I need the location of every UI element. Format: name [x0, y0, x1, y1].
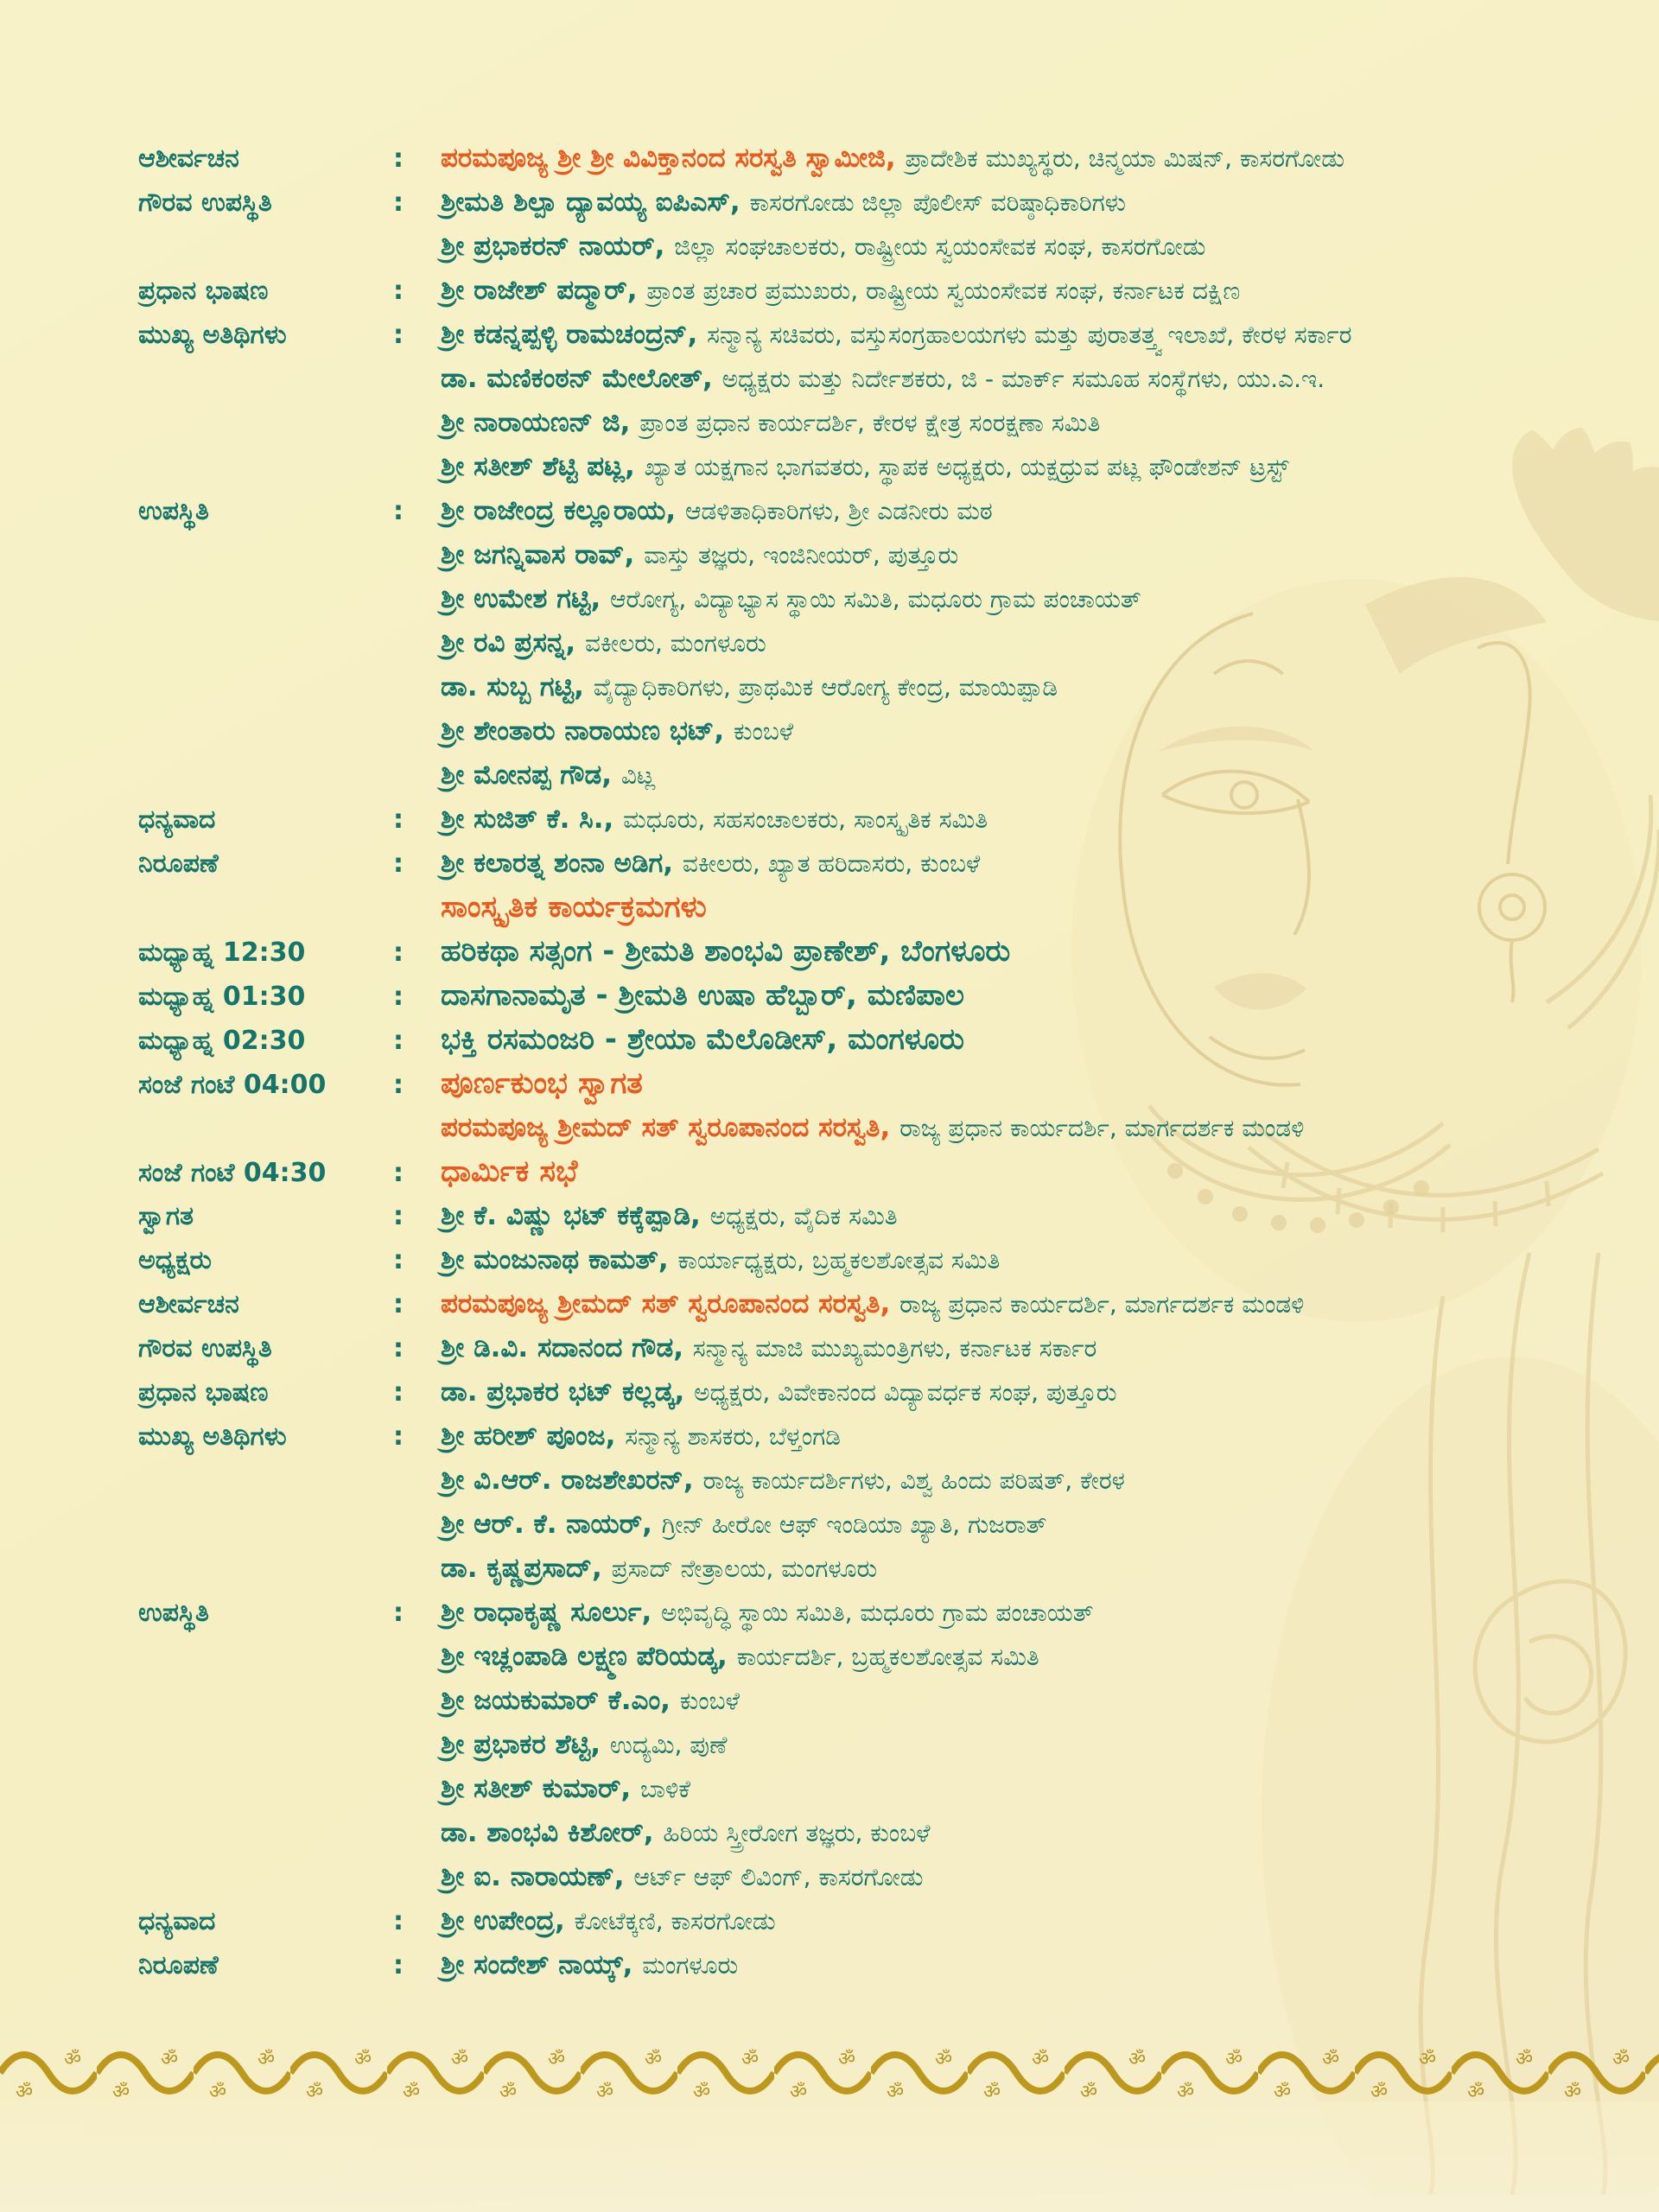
text-segment-desc: ವಿಟ್ಲ [620, 761, 656, 790]
text-segment-name: ಶ್ರೀ ಶೇಂತಾರು ನಾರಾಯಣ ಭಟ್, [441, 715, 734, 747]
row-content [441, 143, 1344, 174]
program-row [138, 930, 1659, 974]
text-segment-desc: ಅಧ್ಯಕ್ಷರು, ವೈದಿಕ ಸಮಿತಿ [709, 1202, 898, 1230]
text-segment-name: ಶ್ರೀ ಸತೀಶ್ ಕುಮಾರ್, [441, 1773, 640, 1804]
text-segment-name: ಶ್ರೀ ನಾರಾಯಣನ್ ಜಿ, [441, 407, 640, 438]
text-segment-name: ಶ್ರೀ ಕೆ. ವಿಷ್ಣು ಭಟ್ ಕಕ್ಕೆಪ್ಪಾಡಿ, [441, 1200, 710, 1231]
text-segment-name: ಶ್ರೀ ರಾಜೇಶ್ ಪದ್ಮಾರ್, [441, 275, 647, 306]
row-label: ಉಪಸ್ಥಿತಿ [138, 496, 209, 526]
program-row [138, 137, 1659, 181]
text-segment-desc: ಅಭಿವೃದ್ಧಿ ಸ್ಥಾಯಿ ಸಮಿತಿ, ಮಧೂರು ಗ್ರಾಮ ಪಂಚಾಯತ್ [661, 1599, 1094, 1627]
text-segment-desc: ಆರ್ಟ್ ಆಫ್ ಲಿವಿಂಗ್, ಕಾಸರಗೋಡು [633, 1863, 924, 1891]
program-row [138, 269, 1659, 313]
om-wave-border [0, 2044, 1659, 2101]
program-row [138, 313, 1659, 357]
program-row [138, 533, 1659, 577]
text-segment-desc: ಮಂಗಳೂರು [642, 1951, 739, 1980]
row-label: ಮುಖ್ಯ ಅತಿಥಿಗಳು [138, 320, 287, 350]
row-content [441, 1729, 728, 1760]
row-label: ಪ್ರಧಾನ ಭಾಷಣ [138, 1377, 269, 1408]
program-row [138, 1635, 1659, 1679]
text-segment-desc: ಪ್ರಾದೇಶಿಕ ಮುಖ್ಯಸ್ಥರು, ಚಿನ್ಮಯಾ ಮಿಷನ್, ಕಾಸರಗೋಡು [905, 144, 1344, 173]
row-content [441, 1066, 643, 1101]
text-segment-desc: ಖ್ಯಾತ ಯಕ್ಷಗಾನ ಭಾಗವತರು, ಸ್ಥಾಪಕ ಅಧ್ಯಕ್ಷರು, ಯಕ್ಷಧ್ರುವ ಪಟ್ಲ ಫೌಂಡೇಶನ್ ಟ್ರಸ್ಟ್ [644, 453, 1289, 481]
text-segment-desc: ಬಾಳಿಕೆ [639, 1775, 690, 1803]
colon-separator: : [393, 276, 404, 306]
program-row [138, 1414, 1659, 1459]
colon-separator: : [393, 1598, 404, 1628]
row-content [441, 1553, 878, 1584]
text-segment-name: ಡಾ. ಸುಬ್ಬ ಗಟ್ಟಿ, [441, 671, 594, 702]
text-segment-desc: ವಾಸ್ತು ತಜ್ಞರು, ಇಂಜಿನೀಯರ್, ಪುತ್ತೂರು [644, 541, 959, 569]
row-label: ಗೌರವ ಉಪಸ್ಥಿತಿ [138, 1333, 272, 1363]
row-content [441, 539, 959, 570]
row-content [441, 890, 707, 925]
text-segment-name: ಶ್ರೀ ಸುಜಿತ್ ಕೆ. ಸಿ., [441, 804, 624, 835]
colon-separator: : [393, 938, 404, 968]
text-segment-orange: ಪರಮಪೂಜ್ಯ ಶ್ರೀಮದ್ ಸತ್ ಸ್ವರೂಪಾನಂದ ಸರಸ್ವತಿ, [441, 1112, 900, 1143]
row-label: ಆಶೀರ್ವಚನ [138, 143, 239, 174]
row-content [441, 627, 766, 658]
section-heading [138, 886, 1659, 930]
text-segment-name: ಶ್ರೀ ರವಿ ಪ್ರಸನ್ನ, [441, 627, 585, 658]
program-row [138, 753, 1659, 798]
program-row [138, 1106, 1659, 1150]
program-row [138, 489, 1659, 533]
row-label: ಆಶೀರ್ವಚನ [138, 1289, 239, 1319]
program-row [138, 1150, 1659, 1194]
text-segment-bigOrange: ಪೂರ್ಣಕುಂಭ ಸ್ವಾಗತ [441, 1066, 643, 1101]
text-segment-desc: ಪ್ರಾಂತ ಪ್ರಧಾನ ಕಾರ್ಯದರ್ಶಿ, ಕೇರಳ ಕ್ಷೇತ್ರ ಸಂರಕ್ಷಣಾ ಸಮಿತಿ [639, 409, 1101, 437]
program-row [138, 181, 1659, 225]
colon-separator: : [393, 1158, 404, 1188]
row-content [441, 1332, 1097, 1363]
program-row [138, 1459, 1659, 1503]
text-segment-name: ಶ್ರೀ ಜಯಕುಮಾರ್ ಕೆ.ಎಂ, [441, 1685, 680, 1716]
text-segment-desc: ಕಾರ್ಯಾಧ್ಯಕ್ಷರು, ಬ್ರಹ್ಮಕಲಶೋತ್ಸವ ಸಮಿತಿ [677, 1246, 1001, 1274]
text-segment-big: ಭಕ್ತಿ ರಸಮಂಜರಿ - ಶ್ರೇಯಾ ಮೆಲೊಡೀಸ್, ಮಂಗಳೂರು [441, 1022, 964, 1057]
row-content [441, 1949, 739, 1980]
program-row [138, 1767, 1659, 1811]
program-row [138, 621, 1659, 665]
row-content [441, 231, 1206, 262]
colon-separator: : [393, 1906, 404, 1936]
text-segment-name: ಶ್ರೀ ಪ್ರಭಾಕರನ್ ನಾಯರ್, [441, 231, 675, 262]
program-row [138, 357, 1659, 401]
row-content [441, 275, 1241, 306]
text-segment-name: ಶ್ರೀ ಕಡನ್ನಪ್ಪಳ್ಳಿ ರಾಮಚಂದ್ರನ್, [441, 319, 708, 350]
text-segment-desc: ಪ್ರಾಂತ ಪ್ರಚಾರ ಪ್ರಮುಖರು, ರಾಷ್ಟ್ರೀಯ ಸ್ವಯಂಸೇವಕ ಸಂಘ, ಕರ್ನಾಟಕ ದಕ್ಷಿಣ [646, 276, 1241, 305]
row-label: ಗೌರವ ಉಪಸ್ಥಿತಿ [138, 188, 272, 218]
colon-separator: : [393, 1333, 404, 1363]
colon-separator: : [393, 849, 404, 879]
text-segment-desc: ಕೋಟೆಕ್ಕಣಿ, ಕಾಸರಗೋಡು [574, 1907, 776, 1936]
text-segment-name: ಶ್ರೀ ಮಂಜುನಾಥ ಕಾಮತ್, [441, 1244, 678, 1275]
text-segment-desc: ಅಧ್ಯಕ್ಷರು, ವಿವೇಕಾನಂದ ವಿದ್ಯಾವರ್ಧಕ ಸಂಘ, ಪುತ್ತೂರು [694, 1378, 1117, 1407]
program-row [138, 445, 1659, 489]
program-row [138, 1370, 1659, 1414]
text-segment-name: ಶ್ರೀ ಇಚ್ಲಂಪಾಡಿ ಲಕ್ಷ್ಮಣ ಪೆರಿಯಡ್ಕ, [441, 1641, 737, 1672]
colon-separator: : [393, 496, 404, 526]
row-content [441, 407, 1101, 438]
row-label: ಉಪಸ್ಥಿತಿ [138, 1598, 209, 1628]
row-label: ಅಧ್ಯಕ್ಷರು [138, 1245, 212, 1275]
text-segment-desc: ಸನ್ಮಾನ್ಯ ಮಾಜಿ ಮುಖ್ಯಮಂತ್ರಿಗಳು, ಕರ್ನಾಟಕ ಸರ್ಕಾರ [692, 1334, 1097, 1363]
program-row [138, 1018, 1659, 1062]
program-row [138, 1062, 1659, 1106]
colon-separator: : [393, 320, 404, 350]
text-segment-big: ದಾಸಗಾನಾಮೃತ - ಶ್ರೀಮತಿ ಉಷಾ ಹೆಬ್ಬಾರ್, ಮಣಿಪಾಲ [441, 978, 965, 1013]
row-content [441, 1641, 1039, 1672]
colon-separator: : [393, 804, 404, 835]
row-content [441, 848, 981, 879]
text-segment-desc: ಹಿರಿಯ ಸ್ತ್ರೀರೋಗ ತಜ್ಞರು, ಕುಂಬಳೆ [663, 1819, 931, 1847]
text-segment-name: ಡಾ. ಪ್ರಭಾಕರ ಭಟ್ ಕಲ್ಲಡ್ಕ, [441, 1376, 695, 1408]
row-label: ಮಧ್ಯಾಹ್ನ 02:30 [138, 1026, 306, 1056]
text-segment-name: ಶ್ರೀ ಐ. ನಾರಾಯಣ್, [441, 1861, 634, 1892]
colon-separator: : [393, 188, 404, 218]
text-segment-desc: ಆರೋಗ್ಯ, ವಿದ್ಯಾಭ್ಯಾಸ ಸ್ಥಾಯಿ ಸಮಿತಿ, ಮಧೂರು ಗ್ರಾಮ ಪಂಚಾಯತ್ [610, 585, 1141, 613]
text-segment-desc: ಜಿಲ್ಲಾ ಸಂಘಚಾಲಕರು, ರಾಷ್ಟ್ರೀಯ ಸ್ವಯಂಸೇವಕ ಸಂಘ, ಕಾಸರಗೋಡು [674, 232, 1206, 261]
program-row [138, 1855, 1659, 1899]
row-content [441, 363, 1325, 394]
colon-separator: : [393, 1950, 404, 1980]
row-label: ಪ್ರಧಾನ ಭಾಷಣ [138, 276, 269, 306]
text-segment-name: ಶ್ರೀ ರಾಧಾಕೃಷ್ಣ ಸೂರ್ಲು, [441, 1597, 662, 1628]
row-content [441, 495, 993, 526]
colon-separator: : [393, 1421, 404, 1452]
colon-separator: : [393, 1245, 404, 1275]
program-row [138, 1899, 1659, 1943]
program-row [138, 798, 1659, 842]
program-row [138, 1282, 1659, 1326]
text-segment-name: ಡಾ. ಶಾಂಭವಿ ಕಿಶೋರ್, [441, 1817, 664, 1848]
row-content [441, 671, 1058, 702]
program-row [138, 709, 1659, 753]
text-segment-name: ಶ್ರೀ ಹರೀಶ್ ಪೂಂಜ, [441, 1421, 626, 1452]
program-row [138, 577, 1659, 621]
row-label: ಸಂಜೆ ಗಂಟೆ 04:30 [138, 1158, 327, 1188]
text-segment-desc: ಸನ್ಮಾನ್ಯ ಶಾಸಕರು, ಬೆಳ್ತಂಗಡಿ [625, 1422, 841, 1451]
program-row [138, 1194, 1659, 1238]
text-segment-name: ಶ್ರೀ ಜಗನ್ನಿವಾಸ ರಾವ್, [441, 539, 645, 570]
colon-separator: : [393, 982, 404, 1012]
row-content [441, 1200, 898, 1231]
program-row [138, 842, 1659, 886]
row-label: ಸ್ವಾಗತ [138, 1201, 194, 1231]
program-row [138, 1547, 1659, 1591]
text-segment-desc: ಉದ್ಯಮಿ, ಪುಣೆ [609, 1731, 728, 1759]
row-content [441, 804, 988, 835]
row-content [441, 319, 1352, 350]
colon-separator: : [393, 1026, 404, 1056]
text-segment-name: ಡಾ. ಮಣಿಕಂಠನ್ ಮೇಲೋತ್, [441, 363, 722, 394]
row-label: ಧನ್ಯವಾದ [138, 804, 216, 835]
row-content [441, 1154, 578, 1189]
colon-separator: : [393, 1377, 404, 1408]
program-row [138, 974, 1659, 1018]
text-segment-desc: ಗ್ರೀನ್ ಹೀರೋ ಆಫ್ ಇಂಡಿಯಾ ಖ್ಯಾತಿ, ಗುಜರಾತ್ [661, 1510, 1047, 1539]
colon-separator: : [393, 1070, 404, 1100]
text-segment-desc: ಕಾರ್ಯದರ್ಶಿ, ಬ್ರಹ್ಮಕಲಶೋತ್ಸವ ಸಮಿತಿ [736, 1643, 1039, 1671]
text-segment-name: ಶ್ರೀ ಆರ್. ಕೆ. ನಾಯರ್, [441, 1509, 662, 1540]
row-content [441, 451, 1289, 482]
row-content [441, 1817, 931, 1848]
text-segment-desc: ವಕೀಲರು, ಮಂಗಳೂರು [584, 629, 766, 658]
bottom-paper-band [0, 2101, 1659, 2212]
program-list [138, 137, 1659, 1987]
row-label: ಸಂಜೆ ಗಂಟೆ 04:00 [138, 1070, 327, 1100]
row-content [441, 583, 1141, 614]
program-row [138, 1811, 1659, 1855]
row-content [441, 1465, 1125, 1496]
text-segment-name: ಶ್ರೀ ಡಿ.ವಿ. ಸದಾನಂದ ಗೌಡ, [441, 1332, 693, 1363]
row-content [441, 1244, 1001, 1275]
text-segment-desc: ಮಧೂರು, ಸಹಸಂಚಾಲಕರು, ಸಾಂಸ್ಕೃತಿಕ ಸಮಿತಿ [623, 805, 988, 834]
row-content [441, 978, 965, 1013]
program-row [138, 1503, 1659, 1547]
row-label: ಮಧ್ಯಾಹ್ನ 12:30 [138, 938, 306, 968]
row-content [441, 1905, 776, 1936]
row-content [441, 1112, 1305, 1143]
text-segment-name: ಶ್ರೀ ಉಮೇಶ ಗಟ್ಟಿ, [441, 583, 611, 614]
text-segment-desc: ರಾಜ್ಯ ಪ್ರಧಾನ ಕಾರ್ಯದರ್ಶಿ, ಮಾರ್ಗದರ್ಶಕ ಮಂಡಳಿ [899, 1290, 1305, 1319]
row-label: ಧನ್ಯವಾದ [138, 1906, 216, 1936]
text-segment-desc: ಕಾಸರಗೋಡು ಜಿಲ್ಲಾ ಪೊಲೀಸ್ ವರಿಷ್ಠಾಧಿಕಾರಿಗಳು [749, 188, 1126, 217]
text-segment-desc: ರಾಜ್ಯ ಪ್ರಧಾನ ಕಾರ್ಯದರ್ಶಿ, ಮಾರ್ಗದರ್ಶಕ ಮಂಡಳಿ [899, 1114, 1305, 1142]
row-content [441, 1421, 841, 1452]
row-content [441, 1773, 690, 1804]
row-content [441, 1022, 964, 1057]
text-segment-desc: ಅಧ್ಯಕ್ಷರು ಮತ್ತು ನಿರ್ದೇಶಕರು, ಜಿ - ಮಾರ್ಕ್ ಸಮೂಹ ಸಂಸ್ಥೆಗಳು, ಯು.ಎ.ಇ. [721, 365, 1325, 393]
row-content [441, 1376, 1117, 1408]
text-segment-desc: ರಾಜ್ಯ ಕಾರ್ಯದರ್ಶಿಗಳು, ವಿಶ್ವ ಹಿಂದು ಪರಿಷತ್, ಕೇರಳ [702, 1466, 1125, 1495]
text-segment-bigOrange: ಧಾರ್ಮಿಕ ಸಭೆ [441, 1154, 578, 1189]
text-segment-name: ಶ್ರೀ ಪ್ರಭಾಕರ ಶೆಟ್ಟಿ, [441, 1729, 610, 1760]
program-row [138, 1723, 1659, 1767]
colon-separator: : [393, 143, 404, 174]
text-segment-big: ಹರಿಕಥಾ ಸತ್ಸಂಗ - ಶ್ರೀಮತಿ ಶಾಂಭವಿ ಪ್ರಾಣೇಶ್, ಬೆಂಗಳೂರು [441, 934, 1011, 969]
text-segment-name: ಶ್ರೀ ಸಂದೇಶ್ ನಾಯ್ಕ್, [441, 1949, 643, 1980]
row-content [441, 934, 1011, 969]
colon-separator: : [393, 1289, 404, 1319]
program-row [138, 1943, 1659, 1987]
text-segment-orange: ಪರಮಪೂಜ್ಯ ಶ್ರೀ ಶ್ರೀ ವಿವಿಕ್ತಾನಂದ ಸರಸ್ವತಿ ಸ್ವಾಮೀಜಿ, [441, 143, 906, 174]
text-segment-heading: ಸಾಂಸ್ಕೃತಿಕ ಕಾರ್ಯಕ್ರಮಗಳು [441, 890, 707, 925]
text-segment-name: ಶ್ರೀ ಮೋನಪ್ಪ ಗೌಡ, [441, 760, 621, 791]
text-segment-desc: ಕುಂಬಳೆ [733, 717, 794, 746]
program-row [138, 1591, 1659, 1635]
row-label: ಮುಖ್ಯ ಅತಿಥಿಗಳು [138, 1421, 287, 1452]
text-segment-name: ಶ್ರೀಮತಿ ಶಿಲ್ಪಾ ದ್ಯಾವಯ್ಯ ಐಪಿಎಸ್, [441, 187, 750, 218]
row-content [441, 760, 656, 791]
text-segment-desc: ವೈದ್ಯಾಧಿಕಾರಿಗಳು, ಪ್ರಾಥಮಿಕ ಆರೋಗ್ಯ ಕೇಂದ್ರ, ಮಾಯಿಪ್ಪಾಡಿ [593, 673, 1058, 702]
row-content [441, 1861, 924, 1892]
text-segment-desc: ವಕೀಲರು, ಖ್ಯಾತ ಹರಿದಾಸರು, ಕುಂಬಳೆ [682, 849, 981, 878]
text-segment-name: ಶ್ರೀ ಕಲಾರತ್ನ ಶಂನಾ ಅಡಿಗ, [441, 848, 683, 879]
text-segment-name: ಡಾ. ಕೃಷ್ಣಪ್ರಸಾದ್, [441, 1553, 612, 1584]
row-content [441, 1685, 740, 1716]
row-label: ನಿರೂಪಣೆ [138, 849, 219, 879]
row-content [441, 715, 794, 747]
program-row [138, 401, 1659, 445]
row-content [441, 1288, 1305, 1319]
row-label: ನಿರೂಪಣೆ [138, 1950, 219, 1980]
program-row [138, 1326, 1659, 1370]
colon-separator: : [393, 1201, 404, 1231]
program-row [138, 1238, 1659, 1282]
text-segment-orange: ಪರಮಪೂಜ್ಯ ಶ್ರೀಮದ್ ಸತ್ ಸ್ವರೂಪಾನಂದ ಸರಸ್ವತಿ, [441, 1288, 900, 1319]
row-label: ಮಧ್ಯಾಹ್ನ 01:30 [138, 982, 306, 1012]
text-segment-name: ಶ್ರೀ ಸತೀಶ್ ಶೆಟ್ಟಿ ಪಟ್ಲ, [441, 451, 645, 482]
text-segment-name: ಶ್ರೀ ರಾಜೇಂದ್ರ ಕಲ್ಲೂರಾಯ, [441, 495, 685, 526]
program-row [138, 225, 1659, 269]
text-segment-desc: ಆಡಳಿತಾಧಿಕಾರಿಗಳು, ಶ್ರೀ ಎಡನೀರು ಮಠ [684, 497, 993, 525]
row-content [441, 187, 1126, 218]
text-segment-name: ಶ್ರೀ ವಿ.ಆರ್. ರಾಜಶೇಖರನ್, [441, 1465, 703, 1496]
text-segment-name: ಶ್ರೀ ಉಪೇಂದ್ರ, [441, 1905, 575, 1936]
row-content [441, 1509, 1047, 1540]
text-segment-desc: ಸನ್ಮಾನ್ಯ ಸಚಿವರು, ವಸ್ತುಸಂಗ್ರಹಾಲಯಗಳು ಮತ್ತು ಪುರಾತತ್ತ್ವ ಇಲಾಖೆ, ಕೇರಳ ಸರ್ಕಾರ [707, 321, 1352, 349]
program-row [138, 665, 1659, 709]
text-segment-desc: ಕುಂಬಳೆ [679, 1687, 740, 1715]
program-row [138, 1679, 1659, 1723]
text-segment-desc: ಪ್ರಸಾದ್ ನೇತ್ರಾಲಯ, ಮಂಗಳೂರು [611, 1554, 878, 1583]
row-content [441, 1597, 1094, 1628]
